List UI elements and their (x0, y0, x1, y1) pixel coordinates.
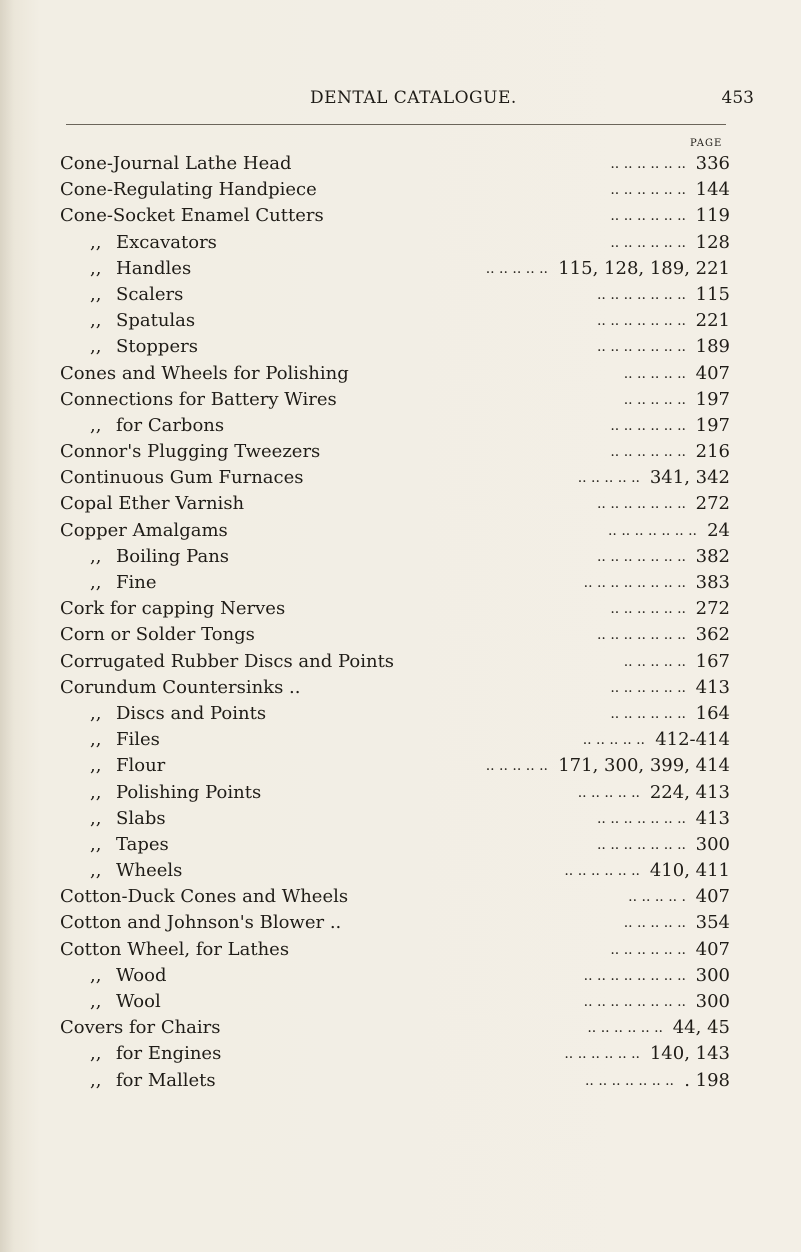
leader-dots: .. .. .. .. .. .. .. (596, 548, 686, 565)
entry-label (60, 937, 289, 963)
index-entry (60, 203, 730, 229)
index-entry (60, 858, 730, 884)
leader-dots: .. .. .. .. .. .. .. (584, 1072, 674, 1089)
index-entry (60, 884, 730, 910)
index-entry (60, 177, 730, 203)
page-reference: 336 (695, 153, 730, 174)
leader-dots: .. .. .. .. .. (623, 365, 686, 382)
leader-dots: .. .. .. .. .. .. (610, 705, 686, 722)
page-reference: 362 (695, 624, 730, 646)
entry-text: Wood (116, 964, 167, 986)
entry-label (60, 649, 394, 675)
page-header (60, 88, 760, 112)
entry-label (90, 701, 266, 727)
ditto-mark: ,, (90, 781, 102, 803)
entry-label (90, 1041, 221, 1067)
index-entry (60, 1015, 730, 1041)
index-entry (60, 544, 730, 570)
entry-text: Cone-Regulating Handpiece (60, 179, 317, 201)
entry-text: Corundum Countersinks .. (60, 676, 301, 698)
entry-text: Polishing Points (116, 781, 262, 803)
index-entry (60, 308, 730, 334)
ditto-mark: ,, (90, 231, 102, 253)
entry-text: Slabs (116, 807, 166, 829)
entry-label (90, 858, 182, 884)
leader-dots: .. .. .. .. .. .. (610, 941, 686, 958)
entry-label (60, 884, 348, 910)
leader-dots: .. .. .. .. .. .. (564, 1046, 640, 1063)
leader-dots: .. .. .. .. .. (485, 260, 548, 277)
index-entry (60, 806, 730, 832)
index-entry (60, 649, 730, 675)
entry-label (90, 308, 195, 334)
ditto-mark: ,, (90, 755, 102, 777)
entry-label (90, 230, 217, 256)
leader-dots: .. .. .. .. .. (623, 653, 686, 670)
entry-text: for Carbons (116, 414, 225, 436)
entry-text: Cork for capping Nerves (60, 598, 286, 620)
entry-text: Copal Ether Varnish (60, 493, 245, 515)
entry-text: Corn or Solder Tongs (60, 624, 255, 646)
entry-text: Cone-Socket Enamel Cutters (60, 205, 324, 227)
index-entry (60, 963, 730, 989)
leader-dots: .. .. .. .. .. .. (610, 182, 686, 199)
page-reference: 44, 45 (672, 1017, 730, 1039)
leader-dots: .. .. .. .. .. .. .. (596, 496, 686, 513)
leader-dots: .. .. .. .. .. .. .. (596, 627, 686, 644)
entry-text: Cotton Wheel, for Lathes (60, 938, 290, 960)
entry-text: Connections for Battery Wires (60, 388, 337, 410)
entry-label (60, 622, 255, 648)
entry-text: Cotton and Johnson's Blower .. (60, 912, 342, 934)
entry-label (90, 256, 191, 282)
entry-text: Continuous Gum Furnaces (60, 467, 304, 489)
leader-dots: .. .. .. .. .. (623, 915, 686, 932)
page-reference: 167 (695, 650, 730, 672)
ditto-mark: ,, (90, 729, 102, 751)
page-reference: 128 (695, 231, 730, 253)
entry-label (60, 439, 320, 465)
page-column-label: PAGE (690, 138, 723, 149)
leader-dots: .. .. .. .. .. (485, 758, 548, 775)
index-entry (60, 832, 730, 858)
leader-dots: .. .. .. .. .. .. (610, 234, 686, 251)
entry-text: Covers for Chairs (60, 1017, 221, 1039)
ditto-mark: ,, (90, 1069, 102, 1091)
page-reference: 164 (695, 702, 730, 724)
ditto-mark: ,, (90, 860, 102, 882)
index-entry (60, 727, 730, 753)
page-reference: 115 (695, 283, 730, 305)
ditto-mark: ,, (90, 991, 102, 1012)
page-reference: 412-414 (655, 729, 730, 751)
entry-label (90, 544, 229, 570)
leader-dots: .. .. .. .. .. (577, 784, 640, 801)
running-title: DENTAL CATALOGUE. (310, 88, 517, 108)
entry-label (90, 963, 166, 989)
ditto-mark: ,, (90, 310, 102, 332)
page-reference: 224, 413 (649, 781, 730, 803)
index-entry (60, 780, 730, 806)
entry-text: Wheels (116, 860, 183, 882)
leader-dots: .. .. .. .. .. .. (610, 208, 686, 225)
entry-label (90, 413, 224, 439)
leader-dots: .. .. .. .. .. .. (587, 1020, 663, 1037)
leader-dots: .. .. .. .. .. (623, 391, 686, 408)
page-number: 453 (721, 88, 754, 108)
page-reference: 300 (695, 964, 730, 986)
ditto-mark: ,, (90, 702, 102, 724)
ditto-mark: ,, (90, 414, 102, 436)
ditto-mark: ,, (90, 283, 102, 305)
entry-label (60, 151, 291, 177)
ditto-mark: ,, (90, 336, 102, 358)
entry-label (60, 177, 317, 203)
entry-text: Spatulas (116, 310, 196, 332)
entry-label (60, 675, 301, 701)
page-reference: 300 (695, 991, 730, 1012)
entry-text: Stoppers (116, 336, 198, 358)
entry-label (90, 334, 198, 360)
page-reference: 144 (695, 179, 730, 201)
page-reference: 140, 143 (649, 1043, 730, 1065)
entry-label (60, 203, 324, 229)
leader-dots: .. .. .. .. .. (577, 470, 640, 487)
index-entry (60, 910, 730, 936)
entry-text: for Engines (116, 1043, 222, 1065)
page-reference: 115, 128, 189, 221 (558, 257, 730, 279)
page-reference: 197 (695, 414, 730, 436)
index-entry (60, 465, 730, 491)
index-entry (60, 282, 730, 308)
ditto-mark: ,, (90, 807, 102, 829)
page-reference: 413 (695, 807, 730, 829)
leader-dots: .. .. .. .. .. .. (610, 417, 686, 434)
index-entry (60, 675, 730, 701)
ditto-mark: ,, (90, 572, 102, 593)
ditto-mark: ,, (90, 1043, 102, 1065)
entry-text: Wool (116, 991, 161, 1012)
entry-label (60, 518, 228, 544)
page-reference: 407 (695, 938, 730, 960)
index-entry (60, 491, 730, 517)
page-reference: 119 (695, 205, 730, 227)
ditto-mark: ,, (90, 257, 102, 279)
entry-text: Cones and Wheels for Polishing (60, 362, 349, 384)
index-entry (60, 387, 730, 413)
leader-dots: .. .. .. .. .. .. (564, 863, 640, 880)
index-entry (60, 151, 730, 177)
index-entry (60, 256, 730, 282)
leader-dots: .. .. .. .. .. (582, 732, 645, 749)
leader-dots: .. .. .. .. .. .. (610, 444, 686, 461)
page-reference: . 198 (684, 1069, 730, 1091)
page-reference: 197 (695, 388, 730, 410)
entry-text: Discs and Points (116, 702, 267, 724)
entry-label (90, 832, 169, 858)
entry-text: Tapes (116, 833, 169, 855)
index-entry (60, 937, 730, 963)
entry-label (90, 1068, 216, 1094)
entry-text: Handles (116, 257, 192, 279)
leader-dots: .. .. .. .. .. .. .. (596, 339, 686, 356)
ditto-mark: ,, (90, 833, 102, 855)
entry-text: Copper Amalgams (60, 519, 228, 541)
page-reference: 216 (695, 441, 730, 463)
entry-text: Connor's Plugging Tweezers (60, 441, 321, 463)
entry-text: Fine (116, 572, 157, 593)
leader-dots: .. .. .. .. .. .. .. (596, 836, 686, 853)
ditto-mark: ,, (90, 964, 102, 986)
leader-dots: .. .. .. .. .. .. (610, 679, 686, 696)
entry-label (90, 727, 160, 753)
index-entry (60, 570, 730, 596)
entry-label (90, 989, 161, 1015)
entry-label (60, 596, 285, 622)
page-reference: 413 (695, 676, 730, 698)
entry-text: Boiling Pans (116, 545, 230, 567)
entry-text: Scalers (116, 283, 184, 305)
page-reference: 383 (695, 572, 730, 593)
entry-text: for Mallets (116, 1069, 216, 1091)
entry-label (60, 910, 341, 936)
index-entry (60, 989, 730, 1015)
page-reference: 189 (695, 336, 730, 358)
page-reference: 272 (695, 493, 730, 515)
entry-text: Flour (116, 755, 166, 777)
entry-label (90, 806, 166, 832)
entry-text: Cone-Journal Lathe Head (60, 153, 292, 174)
index-entry (60, 1068, 730, 1094)
page-reference: 300 (695, 833, 730, 855)
entry-label (90, 282, 183, 308)
leader-dots: .. .. .. .. .. .. .. .. (583, 994, 686, 1010)
leader-dots: .. .. .. .. .. .. .. .. (583, 575, 686, 591)
index-entry (60, 1041, 730, 1067)
page-reference: 221 (695, 310, 730, 332)
index-entry (60, 334, 730, 360)
entry-text: Cotton-Duck Cones and Wheels (60, 886, 349, 908)
entry-label (60, 491, 244, 517)
entry-text: Files (116, 729, 160, 751)
page-reference: 407 (695, 362, 730, 384)
index-entry (60, 596, 730, 622)
leader-dots: .. .. .. .. .. .. (610, 156, 686, 172)
page-reference: 410, 411 (649, 860, 730, 882)
leader-dots: .. .. .. .. . (628, 889, 686, 906)
page-reference: 354 (695, 912, 730, 934)
entry-text: Excavators (116, 231, 217, 253)
index-entry (60, 701, 730, 727)
index-entries (60, 151, 730, 1094)
header-rule (66, 124, 726, 125)
entry-label (60, 387, 337, 413)
entry-label (90, 780, 261, 806)
index-entry (60, 230, 730, 256)
entry-label (60, 361, 349, 387)
ditto-mark: ,, (90, 545, 102, 567)
index-entry (60, 361, 730, 387)
entry-label (60, 1015, 221, 1041)
page-reference: 272 (695, 598, 730, 620)
index-entry (60, 413, 730, 439)
entry-text: Corrugated Rubber Discs and Points (60, 650, 395, 672)
page-reference: 171, 300, 399, 414 (558, 755, 730, 777)
index-entry (60, 622, 730, 648)
page-reference: 24 (707, 519, 730, 541)
leader-dots: .. .. .. .. .. .. (610, 601, 686, 618)
entry-label (60, 465, 304, 491)
entry-label (90, 570, 157, 596)
leader-dots: .. .. .. .. .. .. .. .. (583, 967, 686, 984)
entry-label (90, 753, 165, 779)
index-entry (60, 753, 730, 779)
index-entry (60, 439, 730, 465)
leader-dots: .. .. .. .. .. .. .. (596, 286, 686, 303)
page-reference: 382 (695, 545, 730, 567)
index-entry (60, 518, 730, 544)
page-reference: 407 (695, 886, 730, 908)
leader-dots: .. .. .. .. .. .. .. (596, 810, 686, 827)
leader-dots: .. .. .. .. .. .. .. (607, 522, 697, 539)
page-reference: 341, 342 (649, 467, 730, 489)
leader-dots: .. .. .. .. .. .. .. (596, 313, 686, 330)
